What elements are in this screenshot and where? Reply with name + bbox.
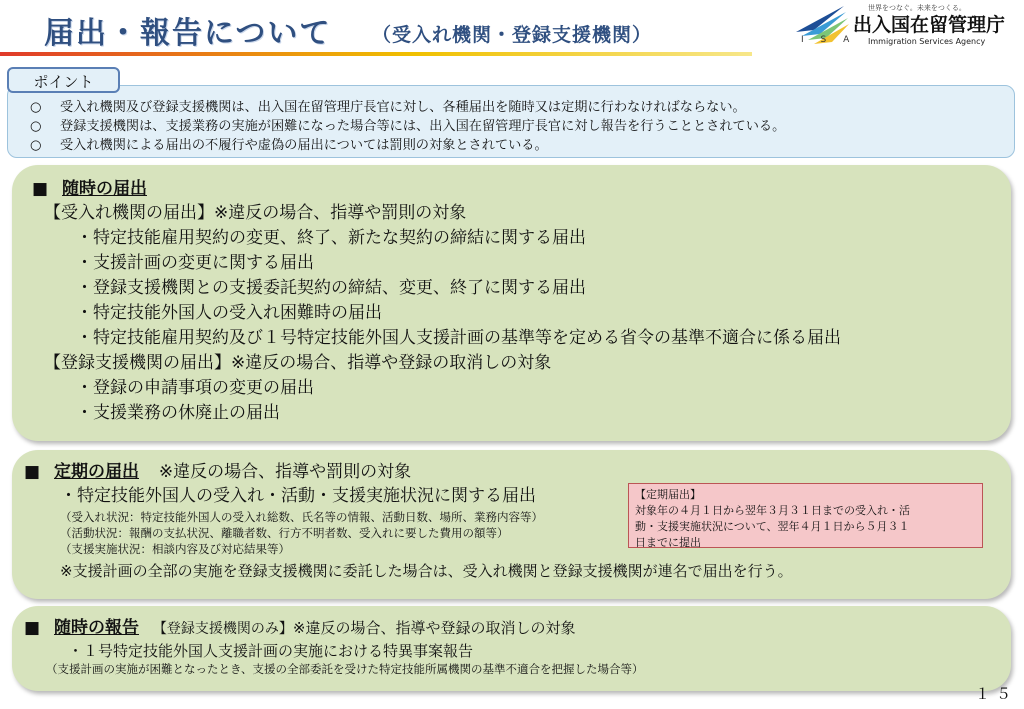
detail-line: （支援計画の実施が困難となったとき、支援の全部委託を受けた特定技能所属機関の基準不適合を把握した場合等） [46,662,644,676]
section-heading [24,460,1011,484]
square-bullet-icon: ■ [24,618,41,638]
group-title-host-org: 【受入れ機関の届出】※違反の場合、指導や罰則の対象 [44,203,467,223]
section-heading-text: 随時の届出 [62,179,147,199]
page-title: 届出・報告について [44,16,332,51]
page-number: １５ [975,685,1018,703]
section-heading [24,616,1011,641]
logo-abbreviation: I S A [801,35,857,45]
point-box [7,85,1015,158]
callout-title: 【定期届出】 [635,488,701,501]
detail-line: （活動状況：報酬の支払状況、離職者数、行方不明者数、受入れに要した費用の額等） [60,526,509,540]
square-bullet-icon: ■ [32,179,49,199]
bullet-circle-icon: ○ [30,119,42,134]
list-item: ・１号特定技能外国人支援計画の実施における特異事案報告 [68,642,474,660]
title-underline [0,52,752,56]
section-heading-note: ※違反の場合、指導や罰則の対象 [158,462,412,482]
section-heading-tag: 【登録支援機関のみ】 [152,621,293,637]
bullet-circle-icon: ○ [30,138,42,153]
callout-line: 対象年の４月１日から翌年３月３１日までの受入れ・活 [635,504,910,517]
callout-line: 動・支援実施状況について、翌年４月１日から５月３１ [635,520,910,533]
list-item: ・支援業務の休廃止の届出 [76,403,280,423]
page-subtitle: （受入れ機関・登録支援機関） [372,24,653,46]
detail-line: （受入れ状況：特定技能外国人の受入れ総数、氏名等の情報、活動日数、場所、業務内容等） [60,510,543,524]
point-item [30,117,1014,136]
section-heading [32,177,1011,201]
callout-line: 日までに提出 [635,536,701,549]
logo-tagline: 世界をつなぐ。未来をつくる。 [868,4,966,12]
logo-org-name-en: Immigration Services Agency [868,37,986,46]
point-tab: ポイント [7,67,120,93]
section-heading-note: ※違反の場合、指導や登録の取消しの対象 [292,619,576,637]
list-item: ・登録支援機関との支援委託契約の締結、変更、終了に関する届出 [76,278,586,298]
point-item [30,136,1014,155]
section-adhoc-notification [12,165,1011,441]
list-item: ・支援計画の変更に関する届出 [76,253,314,273]
point-text: 登録支援機関は、支援業務の実施が困難になった場合等には、出入国在留管理庁長官に対し報告を行うこととされている。 [60,119,786,134]
section-note: ※支援計画の全部の実施を登録支援機関に委託した場合は、受入れ機関と登録支援機関が連名で届出を行う。 [60,562,793,580]
logo-org-name: 出入国在留管理庁 [853,14,1006,36]
point-text: 受入れ機関による届出の不履行や虚偽の届出については罰則の対象とされている。 [60,138,548,153]
point-item [30,98,1014,117]
group-title-support-org: 【登録支援機関の届出】※違反の場合、指導や登録の取消しの対象 [44,353,552,373]
section-heading-text: 定期の届出 [54,462,139,482]
list-item: ・特定技能雇用契約及び１号特定技能外国人支援計画の基準等を定める省令の基準不適合に係る届出 [76,328,841,348]
periodic-deadline-callout [628,483,983,548]
list-item: ・特定技能外国人の受入れ困難時の届出 [76,303,382,323]
list-item: ・特定技能外国人の受入れ・活動・支援実施状況に関する届出 [60,486,536,506]
square-bullet-icon: ■ [24,462,41,482]
list-item: ・登録の申請事項の変更の届出 [76,378,314,398]
detail-line: （支援実施状況：相談内容及び対応結果等） [60,542,290,556]
section-heading-text: 随時の報告 [54,618,139,638]
list-item: ・特定技能雇用契約の変更、終了、新たな契約の締結に関する届出 [76,228,586,248]
section-adhoc-report [12,606,1011,691]
point-text: 受入れ機関及び登録支援機関は、出入国在留管理庁長官に対し、各種届出を随時又は定期に行わなければならない。 [60,100,746,115]
bullet-circle-icon: ○ [30,100,42,115]
